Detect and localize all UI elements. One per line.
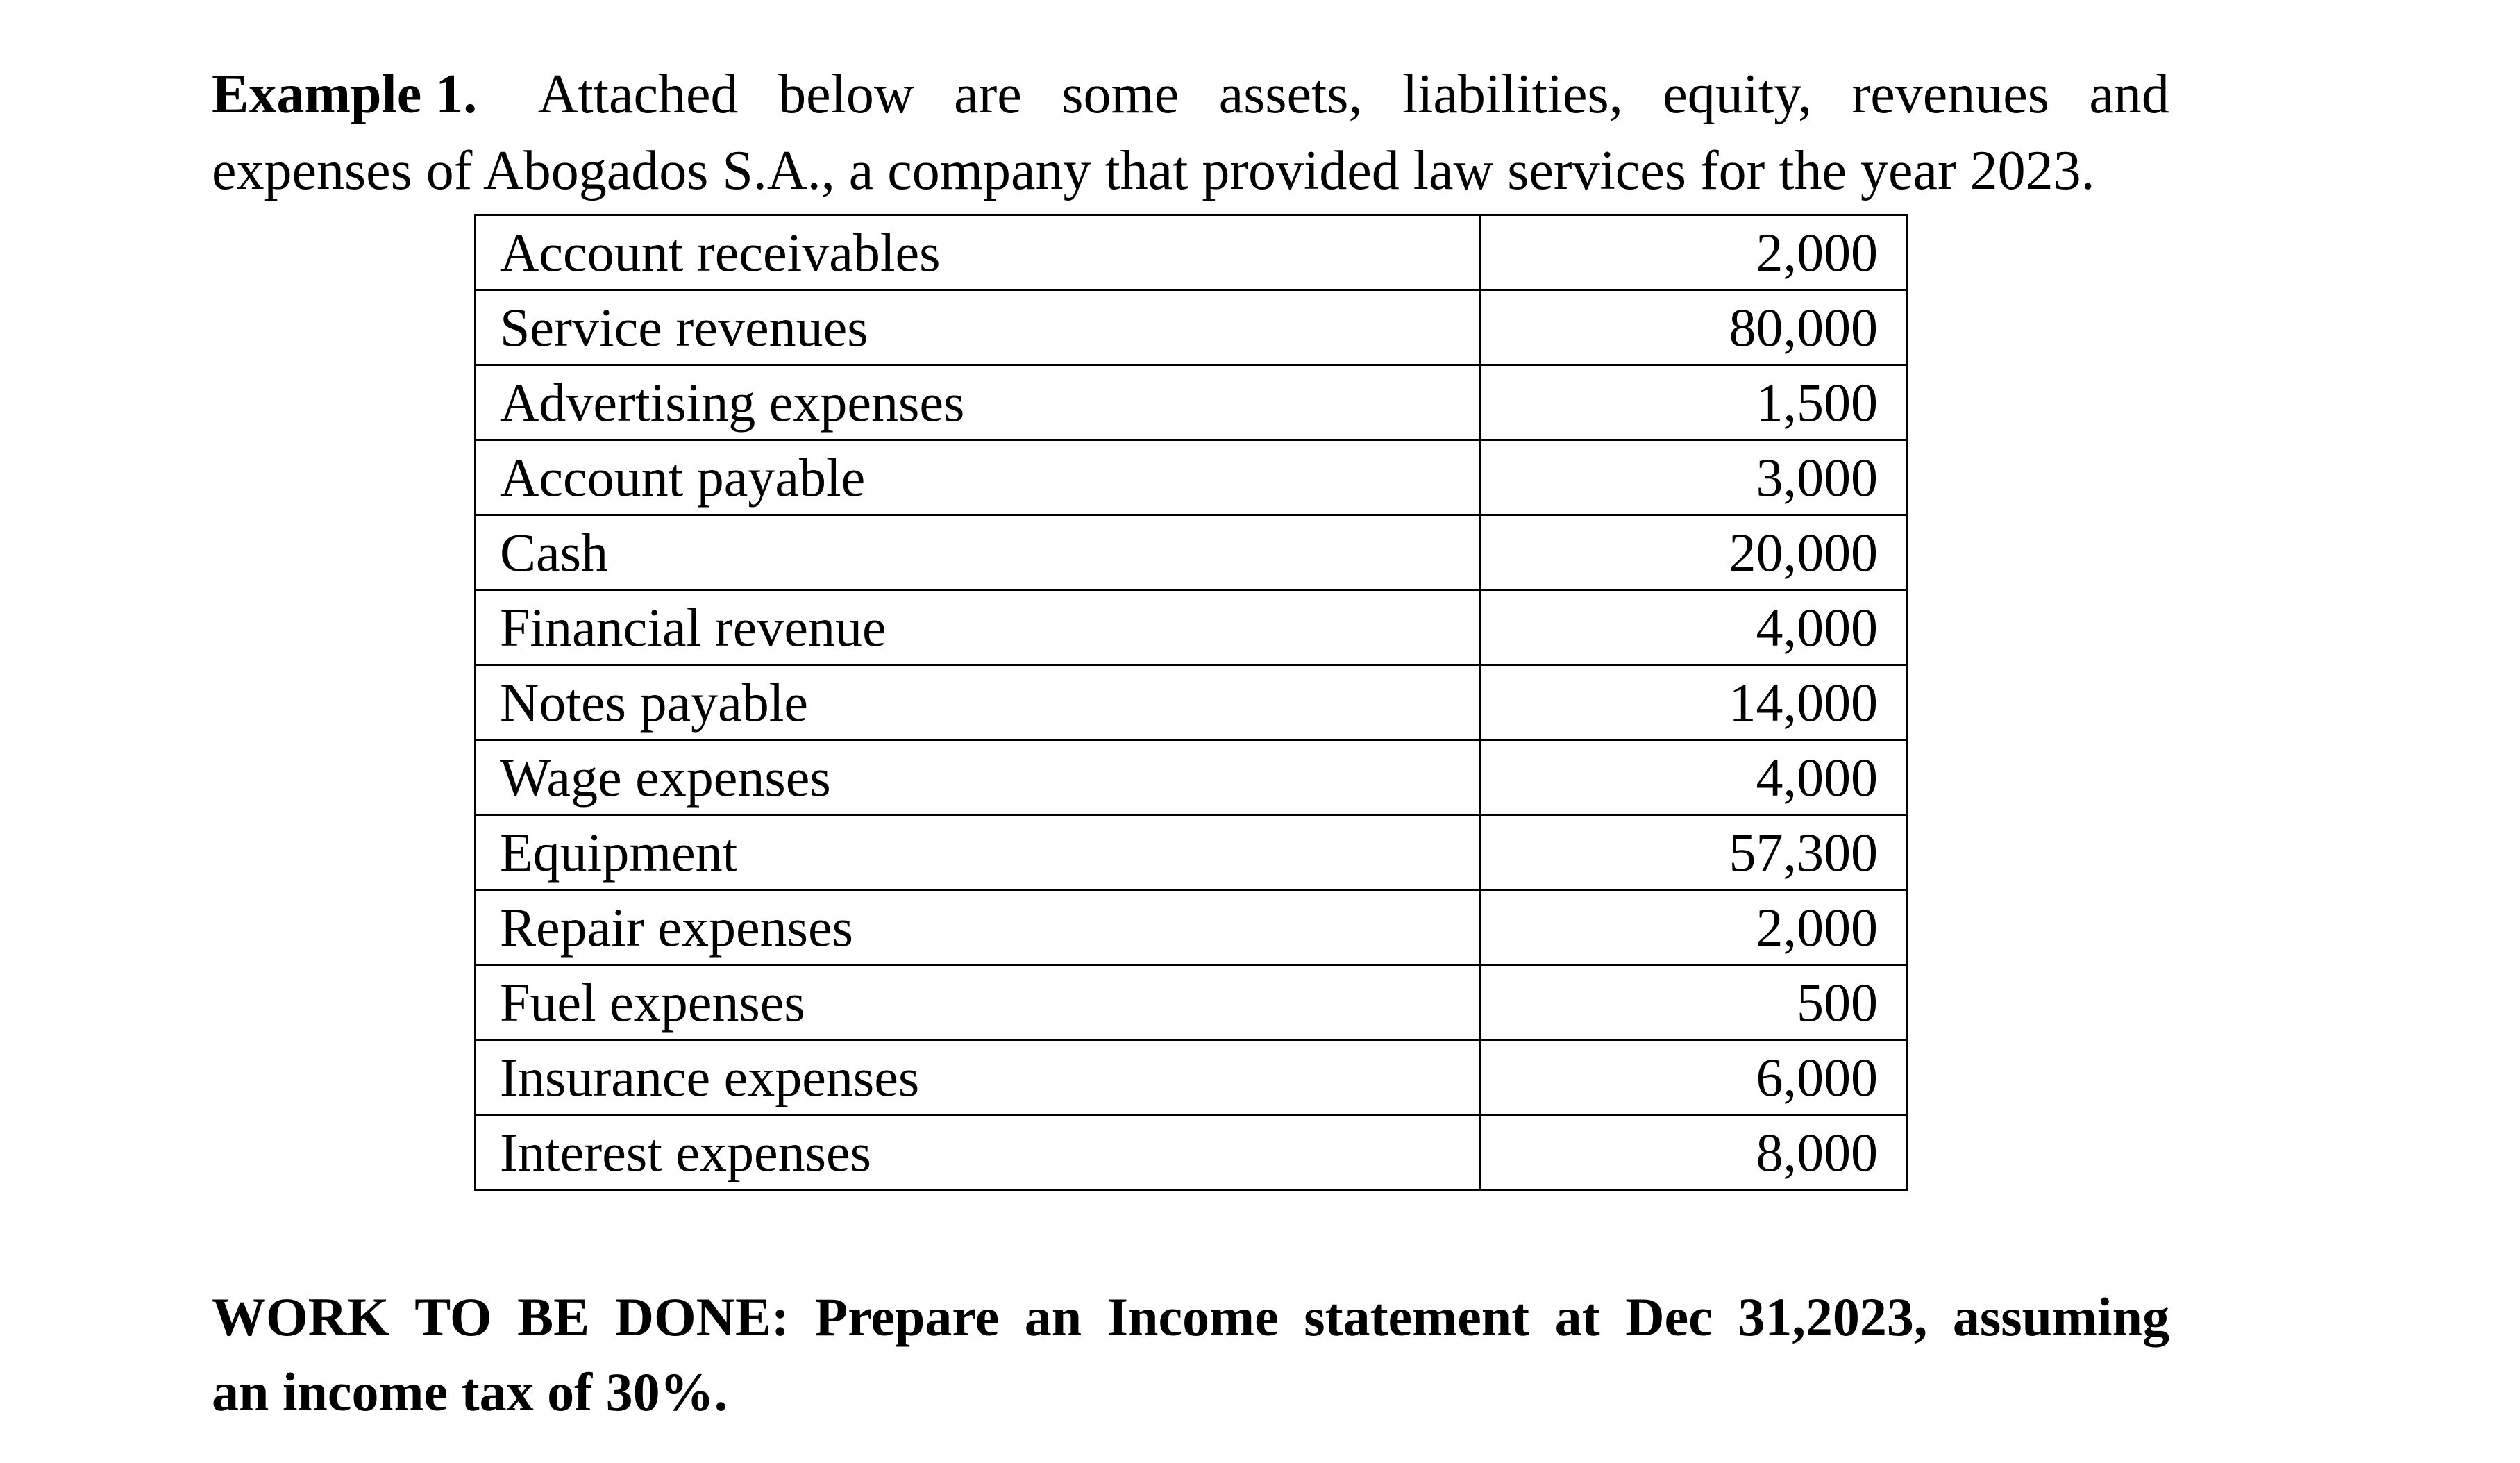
task-word: Income [1107, 1287, 1279, 1347]
account-name: Insurance expenses [476, 1040, 1480, 1115]
task-word: BE [517, 1287, 590, 1347]
intro-word: below [778, 64, 914, 125]
task-word: 31,2023, [1738, 1287, 1928, 1347]
table-row [476, 365, 1907, 440]
table-row [476, 665, 1907, 740]
table-row [476, 590, 1907, 665]
account-name: Account payable [476, 440, 1480, 515]
task-line-2: an income tax of 30%. [212, 1362, 728, 1422]
account-amount: 1,500 [1480, 365, 1907, 440]
task-word: an [1024, 1287, 1082, 1347]
account-name: Advertising expenses [476, 365, 1480, 440]
account-amount: 2,000 [1480, 890, 1907, 965]
intro-word: equity, [1663, 64, 1812, 125]
account-name: Service revenues [476, 290, 1480, 365]
task-instructions [212, 1280, 2169, 1430]
intro-line-2 [212, 133, 2169, 208]
task-line-1 [212, 1280, 2169, 1355]
account-name: Notes payable [476, 665, 1480, 740]
account-name: Cash [476, 515, 1480, 590]
intro-word: liabilities, [1402, 64, 1623, 125]
intro-word: some [1061, 64, 1179, 125]
account-amount: 3,000 [1480, 440, 1907, 515]
intro-word: assets, [1218, 64, 1363, 125]
example-label: Example 1. [212, 64, 478, 125]
intro-word: Attached [537, 64, 739, 125]
task-word: WORK [212, 1287, 389, 1347]
account-amount: 14,000 [1480, 665, 1907, 740]
account-amount: 80,000 [1480, 290, 1907, 365]
account-name: Wage expenses [476, 740, 1480, 815]
table-row [476, 1115, 1907, 1190]
intro-line-2-text: expenses of Abogados S.A., a company that provided law services for the year 2023. [212, 140, 2095, 201]
table-row [476, 1040, 1907, 1115]
table-row [476, 290, 1907, 365]
account-amount: 6,000 [1480, 1040, 1907, 1115]
account-amount: 500 [1480, 965, 1907, 1040]
task-word: Dec [1625, 1287, 1713, 1347]
account-name: Equipment [476, 815, 1480, 890]
account-name: Account receivables [476, 215, 1480, 290]
table-row [476, 815, 1907, 890]
account-amount: 20,000 [1480, 515, 1907, 590]
account-amount: 2,000 [1480, 215, 1907, 290]
account-name: Repair expenses [476, 890, 1480, 965]
table-row [476, 215, 1907, 290]
intro-line-1 [212, 57, 2169, 132]
account-amount: 4,000 [1480, 740, 1907, 815]
account-name: Fuel expenses [476, 965, 1480, 1040]
task-word: TO [414, 1287, 492, 1347]
table-row [476, 515, 1907, 590]
table-row [476, 965, 1907, 1040]
account-name: Interest expenses [476, 1115, 1480, 1190]
task-word: assuming [1952, 1287, 2169, 1347]
account-amount: 57,300 [1480, 815, 1907, 890]
intro-word: and [2089, 64, 2169, 125]
task-word: statement [1304, 1287, 1530, 1347]
task-word: DONE: [614, 1287, 790, 1347]
accounts-table [474, 214, 1908, 1191]
task-word: Prepare [814, 1287, 1000, 1347]
intro-word: revenues [1851, 64, 2049, 125]
table-row [476, 740, 1907, 815]
task-word: at [1554, 1287, 1600, 1347]
table-row [476, 890, 1907, 965]
account-amount: 8,000 [1480, 1115, 1907, 1190]
account-amount: 4,000 [1480, 590, 1907, 665]
account-name: Financial revenue [476, 590, 1480, 665]
table-row [476, 440, 1907, 515]
intro-word: are [954, 64, 1022, 125]
